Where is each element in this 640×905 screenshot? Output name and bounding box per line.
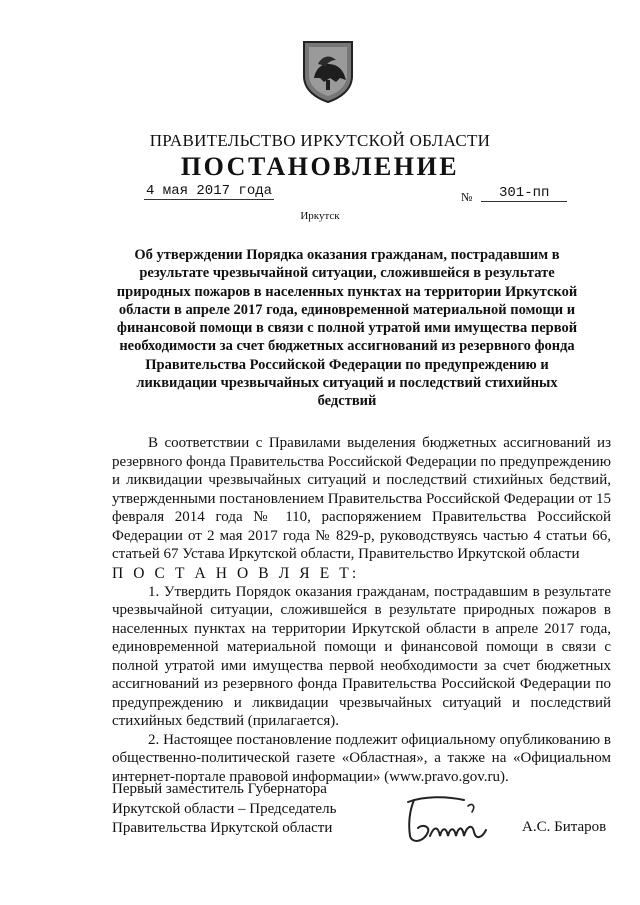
document-date: 4 мая 2017 года [146, 183, 273, 199]
decree-word: П О С Т А Н О В Л Я Е Т: [112, 564, 360, 582]
city-name: Иркутск [300, 210, 340, 222]
position-line: Правительства Иркутской области [112, 820, 333, 836]
government-name: ПРАВИТЕЛЬСТВО ИРКУТСКОЙ ОБЛАСТИ [149, 131, 491, 150]
signatory-position [112, 780, 352, 839]
signatory-name: А.С. Битаров [522, 819, 607, 835]
irkutsk-coat-of-arms-icon [300, 38, 356, 104]
position-line: Иркутской области – Председатель [112, 800, 337, 817]
position-line: Первый заместитель Губернатора [112, 781, 327, 797]
document-number: 301-пп [481, 185, 567, 202]
preamble-paragraph: В соответствии с Правилами выделения бюджетных ассигнований из резервного фонда Правительства Российской Федерации по предупреждению и ликвидации чрезвычайных ситуаций и последствий стихийных бедствий, утвержденными постановлением Правительства Российской Федерации от 15 февраля 2014 года № 110, распоряжением Правительства Российской Федерации от 2 мая 2017 года № 829-р, руководствуясь частью 4 статьи 66, статьей 67 Устава Иркутской области, Правительство Иркутской области [112, 435, 611, 562]
item-1-paragraph: 1. Утвердить Порядок оказания гражданам, пострадавшим в результате чрезвычайной ситуации, сложившейся в результате природных пожаров в населенных пунктах на территории Иркутской области в апреле 2017 года, единовременной материальной помощи и финансовой помощи в связи с полной утратой ими имущества первой необходимости за счет бюджетных ассигнований из резервного фонда Правительства Российской Федерации по предупреждению и ликвидации чрезвычайных ситуаций и последствий стихийных бедствий (прилагается). [112, 583, 611, 729]
item-2-paragraph: 2. Настоящее постановление подлежит официальному опубликованию в общественно-политической газете «Областная», а также на «Официальном интернет-портале правовой информации» (www.pravo.gov.ru). [112, 731, 611, 785]
document-type: ПОСТАНОВЛЕНИЕ [180, 152, 460, 181]
document-title: Об утверждении Порядка оказания гражданам, пострадавшим в результате чрезвычайной ситуации, сложившейся в результате природных пожаров в населенных пунктах на территории Иркутской области в апреле 2017 года, единовременной материальной помощи и финансовой помощи в связи с полной утратой ими имущества первой необходимости за счет бюджетных ассигнований из резервного фонда Правительства Российской Федерации по предупреждению и ликвидации чрезвычайных ситуаций и последствий стихийных бедствий [116, 247, 578, 410]
handwritten-signature-icon [402, 792, 504, 848]
number-label: № [461, 190, 473, 204]
document-body [112, 434, 611, 786]
